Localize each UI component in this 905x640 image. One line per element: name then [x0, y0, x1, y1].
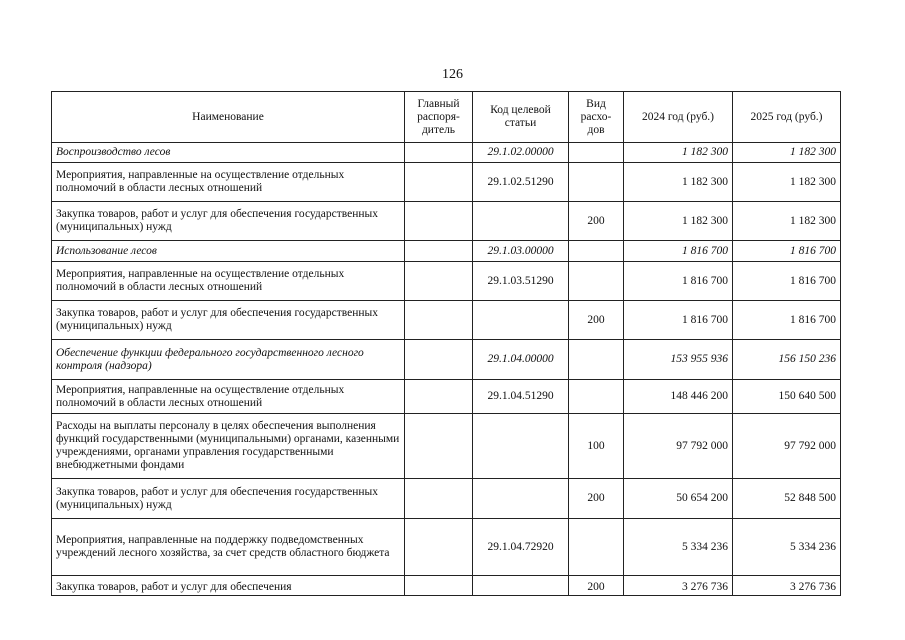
table-body [52, 143, 841, 596]
row-code-cell [473, 479, 569, 519]
row-2024-cell: 1 182 300 [624, 163, 733, 202]
row-name-cell: Расходы на выплаты персоналу в целях обеспечения выполнения функций государственными (муниципальными) органами, казенными учреждениями, органами управления государственными внебюджетными фондами [52, 414, 405, 479]
row-type-cell [569, 143, 624, 163]
row-type-cell [569, 340, 624, 380]
table-row [52, 414, 841, 479]
row-chief-cell [405, 163, 473, 202]
row-code-cell: 29.1.04.00000 [473, 340, 569, 380]
row-code-cell: 29.1.04.72920 [473, 519, 569, 576]
table-row [52, 380, 841, 414]
row-code-cell [473, 414, 569, 479]
row-2025-cell: 1 182 300 [733, 143, 841, 163]
row-2025-cell: 1 816 700 [733, 262, 841, 301]
row-type-cell [569, 262, 624, 301]
row-2025-cell: 1 816 700 [733, 241, 841, 262]
table-row [52, 262, 841, 301]
row-2024-cell: 5 334 236 [624, 519, 733, 576]
row-2025-cell: 1 182 300 [733, 163, 841, 202]
page-number: 126 [442, 67, 463, 82]
row-2024-cell: 1 816 700 [624, 301, 733, 340]
row-code-cell [473, 301, 569, 340]
table-header-row [52, 92, 841, 143]
table-row [52, 479, 841, 519]
header-2024: 2024 год (руб.) [624, 92, 733, 143]
row-2025-cell: 5 334 236 [733, 519, 841, 576]
row-name-cell: Мероприятия, направленные на осуществление отдельных полномочий в области лесных отношений [52, 262, 405, 301]
row-chief-cell [405, 576, 473, 596]
row-2025-cell: 97 792 000 [733, 414, 841, 479]
row-name-cell: Мероприятия, направленные на поддержку подведомственных учреждений лесного хозяйства, за счет средств областного бюджета [52, 519, 405, 576]
row-type-cell [569, 380, 624, 414]
row-chief-cell [405, 202, 473, 241]
row-name-cell: Закупка товаров, работ и услуг для обеспечения государственных (муниципальных) нужд [52, 479, 405, 519]
row-type-cell: 200 [569, 202, 624, 241]
row-chief-cell [405, 262, 473, 301]
header-2025: 2025 год (руб.) [733, 92, 841, 143]
table-row [52, 241, 841, 262]
row-name-cell: Использование лесов [52, 241, 405, 262]
row-name-cell: Закупка товаров, работ и услуг для обеспечения государственных (муниципальных) нужд [52, 202, 405, 241]
row-2024-cell: 1 182 300 [624, 143, 733, 163]
row-2024-cell: 1 816 700 [624, 262, 733, 301]
table-row [52, 340, 841, 380]
header-chief: Главный распоря-дитель [405, 92, 473, 143]
row-name-cell: Мероприятия, направленные на осуществление отдельных полномочий в области лесных отношений [52, 163, 405, 202]
row-chief-cell [405, 414, 473, 479]
table-row [52, 163, 841, 202]
table-row [52, 519, 841, 576]
budget-table [51, 91, 841, 596]
table-row [52, 202, 841, 241]
row-2025-cell: 150 640 500 [733, 380, 841, 414]
header-code: Код целевой статьи [473, 92, 569, 143]
row-2025-cell: 156 150 236 [733, 340, 841, 380]
row-type-cell: 100 [569, 414, 624, 479]
row-code-cell [473, 576, 569, 596]
row-2024-cell: 3 276 736 [624, 576, 733, 596]
row-chief-cell [405, 479, 473, 519]
row-type-cell [569, 163, 624, 202]
row-name-cell: Обеспечение функции федерального государственного лесного контроля (надзора) [52, 340, 405, 380]
row-type-cell [569, 519, 624, 576]
row-type-cell: 200 [569, 576, 624, 596]
row-chief-cell [405, 519, 473, 576]
row-chief-cell [405, 143, 473, 163]
row-2024-cell: 1 182 300 [624, 202, 733, 241]
table-row [52, 576, 841, 596]
row-chief-cell [405, 301, 473, 340]
row-type-cell: 200 [569, 301, 624, 340]
row-2024-cell: 148 446 200 [624, 380, 733, 414]
row-2025-cell: 1 182 300 [733, 202, 841, 241]
row-code-cell: 29.1.03.51290 [473, 262, 569, 301]
row-code-cell: 29.1.02.51290 [473, 163, 569, 202]
row-code-cell: 29.1.04.51290 [473, 380, 569, 414]
row-type-cell [569, 241, 624, 262]
row-2025-cell: 52 848 500 [733, 479, 841, 519]
row-2025-cell: 3 276 736 [733, 576, 841, 596]
row-chief-cell [405, 380, 473, 414]
row-code-cell: 29.1.03.00000 [473, 241, 569, 262]
row-chief-cell [405, 340, 473, 380]
row-name-cell: Закупка товаров, работ и услуг для обеспечения государственных (муниципальных) нужд [52, 301, 405, 340]
row-2024-cell: 1 816 700 [624, 241, 733, 262]
header-type: Вид расхо-дов [569, 92, 624, 143]
row-type-cell: 200 [569, 479, 624, 519]
row-name-cell: Закупка товаров, работ и услуг для обеспечения [52, 576, 405, 596]
row-chief-cell [405, 241, 473, 262]
row-code-cell [473, 202, 569, 241]
row-2024-cell: 50 654 200 [624, 479, 733, 519]
row-2024-cell: 97 792 000 [624, 414, 733, 479]
row-name-cell: Воспроизводство лесов [52, 143, 405, 163]
table-row [52, 143, 841, 163]
row-code-cell: 29.1.02.00000 [473, 143, 569, 163]
row-name-cell: Мероприятия, направленные на осуществление отдельных полномочий в области лесных отношений [52, 380, 405, 414]
row-2025-cell: 1 816 700 [733, 301, 841, 340]
header-name: Наименование [52, 92, 405, 143]
row-2024-cell: 153 955 936 [624, 340, 733, 380]
table-row [52, 301, 841, 340]
